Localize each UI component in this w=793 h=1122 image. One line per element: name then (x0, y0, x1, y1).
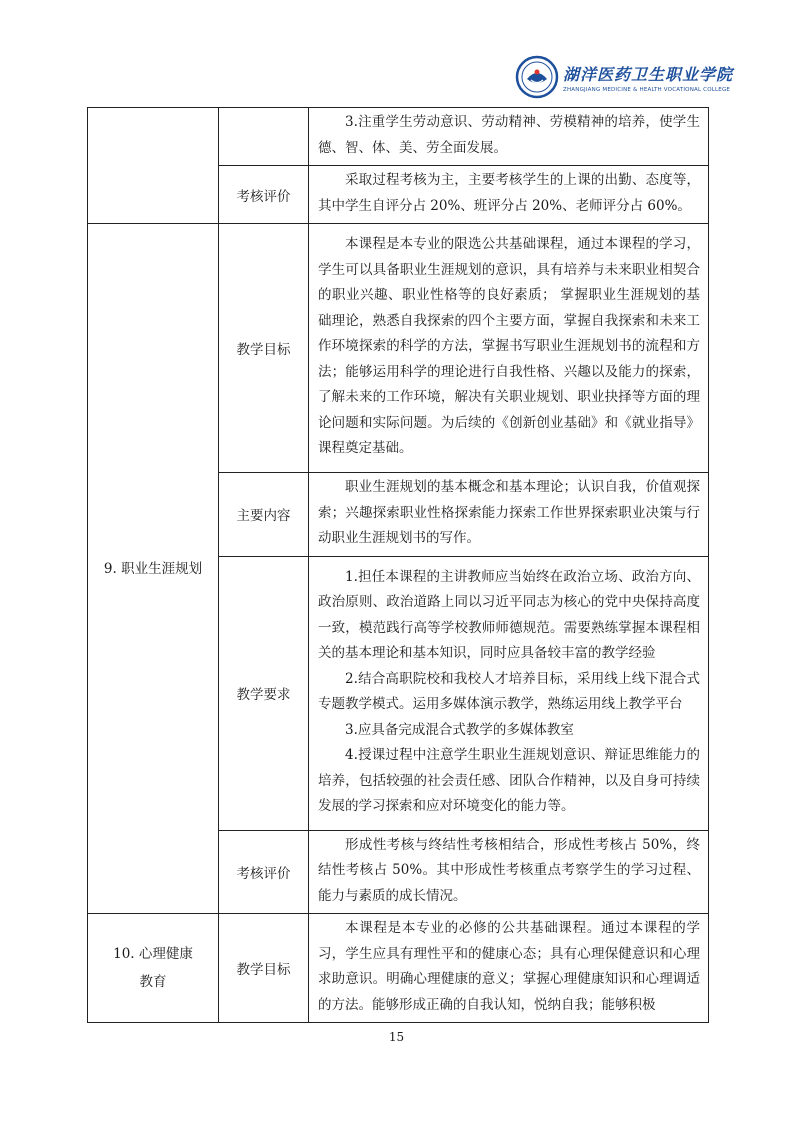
objectives-label: 教学目标 (219, 224, 309, 473)
content-text (309, 473, 709, 557)
course-9-name: 9. 职业生涯规划 (88, 224, 219, 914)
assessment-paragraph: 采取过程考核为主，主要考核学生的上课的出勤、态度等，其中学生自评分占 20%、班评分占 20%、老师评分占 60%。 (318, 172, 700, 214)
requirement-item: 1.担任本课程的主讲教师应当始终在政治立场、政治方向、政治原则、政治道路上同以习近平同志为核心的党中央保持高度一致，模范践行高等学校教师师德规范。需要熟练掌握本课程相关的基本理论和基本知识，同时应具备较丰富的教学经验 (318, 568, 700, 661)
assessment-text (309, 166, 709, 224)
logo-chinese-name: 湖洋医药卫生职业学院 (563, 64, 734, 84)
objectives-label: 教学目标 (219, 914, 309, 1023)
objectives-paragraph: 本课程是本专业的必修的公共基础课程。通过本课程的学习，学生应具有理性平和的健康心态；具有心理保健意识和心理求助意识。明确心理健康的意义；掌握心理健康知识和心理调适的方法。能够形成正确的自我认知，悦纳自我；能够积极 (318, 920, 700, 1013)
table-row (88, 108, 709, 166)
objectives-text (309, 914, 709, 1023)
requirement-item: 2.结合高职院校和我校人才培养目标，采用线上线下混合式专题教学模式。运用多媒体演示教学，熟练运用线上教学平台 (318, 670, 700, 712)
objectives-text (309, 224, 709, 473)
course-10-name (88, 914, 219, 1023)
page-number: 15 (388, 1030, 405, 1044)
content-paragraph: 职业生涯规划的基本概念和基本理论；认识自我，价值观探索；兴趣探索职业性格探索能力探索工作世界探索职业决策与行动职业生涯规划书的写作。 (318, 479, 700, 546)
requirement-item: 3.注重学生劳动意识、劳动精神、劳模精神的培养，使学生德、智、体、美、劳全面发展。 (318, 114, 700, 156)
logo-english-name: ZHANGJIANG MEDICINE & HEALTH VOCATIONAL COLLEGE (563, 86, 731, 93)
content-cell (309, 108, 709, 166)
assessment-text (309, 830, 709, 914)
table-row (88, 914, 709, 1023)
label-cell (219, 108, 309, 166)
course-10-name-line2: 教育 (139, 974, 167, 990)
objectives-paragraph: 本课程是本专业的限选公共基础课程，通过本课程的学习，学生可以具备职业生涯规划的意识，具有培养与未来职业相契合的职业兴趣、职业性格等的良好素质； 掌握职业生涯规划的基础理论，熟悉自我探索的四个主要方面，掌握自我探索和未来工作环境探索的科学的方法，掌握书写职业生涯规划书的流程和方法；能够运用科学的理论进行自我性格、兴趣以及能力的探索，了解未来的工作环境，解决有关职业规划、职业抉择等方面的理论问题和实际问题。为后续的《创新创业基础》和《就业指导》课程奠定基础。 (318, 236, 700, 457)
assessment-label: 考核评价 (219, 166, 309, 224)
requirements-label: 教学要求 (219, 556, 309, 830)
course-name-cell (88, 108, 219, 224)
table-row (88, 224, 709, 473)
course-syllabus-table (87, 107, 709, 1023)
assessment-paragraph: 形成性考核与终结性考核相结合，形成性考核占 50%，终结性考核占 50%。其中形成性考核重点考察学生的学习过程、能力与素质的成长情况。 (318, 836, 700, 904)
assessment-label: 考核评价 (219, 830, 309, 914)
requirement-item: 3.应具备完成混合式教学的多媒体教室 (345, 721, 574, 738)
college-emblem-icon (515, 55, 559, 99)
requirement-item: 4.授课过程中注意学生职业生涯规划意识、辩证思维能力的培养，包括较强的社会责任感、团队合作精神，以及自身可持续发展的学习探索和应对环境变化的能力等。 (318, 747, 700, 814)
college-logo (515, 52, 734, 102)
content-label: 主要内容 (219, 473, 309, 557)
requirements-text (309, 556, 709, 830)
course-10-name-line1: 10. 心理健康 (113, 946, 193, 962)
